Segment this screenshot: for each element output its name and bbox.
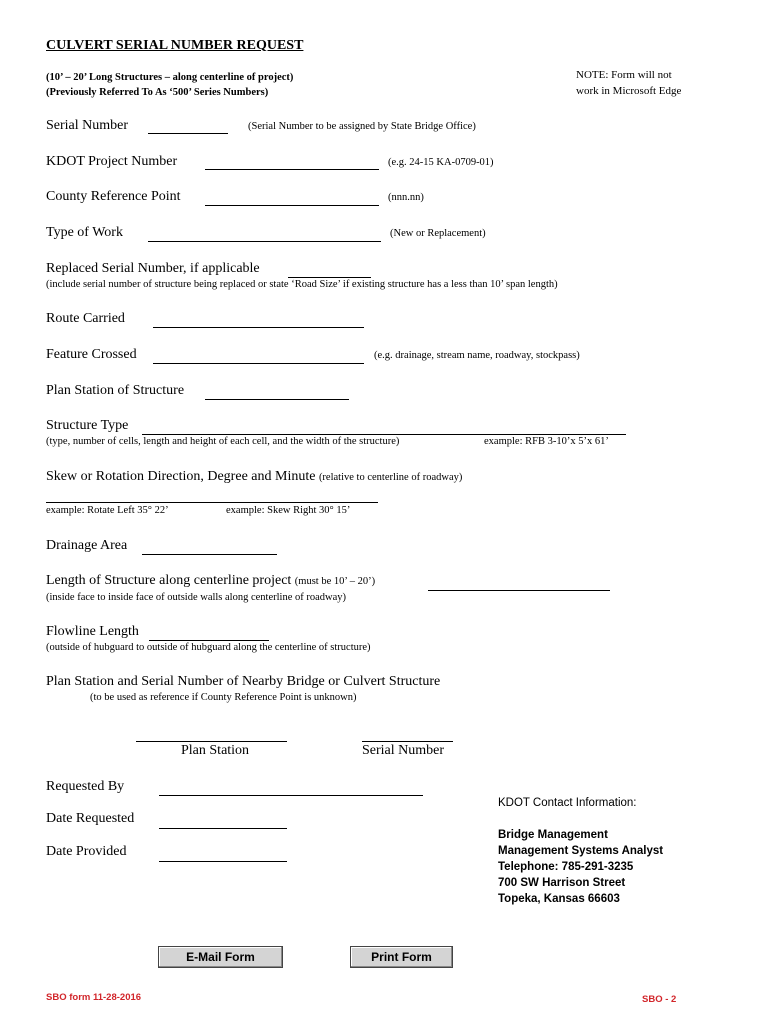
kdot-project-number-field[interactable] [205, 153, 379, 170]
structure-type-field[interactable] [142, 418, 626, 435]
plan-station-label: Plan Station of Structure [46, 383, 185, 398]
nearby-serial-number-caption: Serial Number [362, 743, 445, 758]
nearby-structure-label: Plan Station and Serial Number of Nearby Bridge or Culvert Structure [46, 674, 441, 689]
skew-example-right: example: Skew Right 30° 15’ [226, 505, 351, 516]
replaced-serial-number-label: Replaced Serial Number, if applicable [46, 261, 260, 276]
contact-city: Topeka, Kansas 66603 [498, 893, 620, 905]
length-of-structure-label-note: (must be 10’ – 20’) [294, 576, 376, 587]
skew-field[interactable] [46, 486, 378, 503]
type-of-work-label: Type of Work [46, 225, 123, 240]
subtitle-length: (10’ – 20’ Long Structures – along centerline of project) [46, 72, 294, 83]
length-of-structure-field[interactable] [428, 574, 610, 591]
replaced-serial-number-hint: (include serial number of structure being replaced or state ‘Road Size’ if existing structure has a less than 10’ span length) [46, 279, 558, 290]
date-provided-label: Date Provided [46, 844, 127, 859]
route-carried-label: Route Carried [46, 311, 125, 326]
drainage-area-label: Drainage Area [46, 538, 128, 553]
nearby-plan-station-field[interactable] [136, 727, 287, 742]
subtitle-previously: (Previously Referred To As ‘500’ Series Numbers) [46, 87, 269, 98]
nearby-serial-number-field[interactable] [362, 727, 453, 742]
date-provided-field[interactable] [159, 845, 287, 862]
kdot-project-number-label: KDOT Project Number [46, 154, 178, 169]
contact-street: 700 SW Harrison Street [498, 877, 626, 889]
serial-number-label: Serial Number [46, 118, 129, 133]
county-reference-point-label: County Reference Point [46, 189, 181, 204]
contact-line-1: Bridge Management [498, 829, 608, 841]
serial-number-field[interactable] [148, 117, 228, 134]
length-of-structure-label [46, 573, 375, 589]
county-reference-point-hint: (nnn.nn) [388, 192, 424, 203]
nearby-plan-station-caption: Plan Station [181, 743, 250, 758]
serial-number-hint: (Serial Number to be assigned by State Bridge Office) [248, 121, 476, 132]
contact-line-2: Management Systems Analyst [498, 845, 664, 857]
nearby-structure-hint: (to be used as reference if County Reference Point is unknown) [90, 692, 357, 703]
edge-note-line-1: NOTE: Form will not [576, 69, 672, 81]
skew-example-left: example: Rotate Left 35° 22’ [46, 505, 169, 516]
plan-station-field[interactable] [205, 383, 349, 400]
edge-note-line-2: work in Microsoft Edge [576, 85, 682, 97]
structure-type-example: example: RFB 3-10’x 5’x 61’ [484, 436, 609, 447]
contact-heading: KDOT Contact Information: [498, 797, 637, 809]
county-reference-point-field[interactable] [205, 189, 379, 206]
type-of-work-field[interactable] [148, 225, 381, 242]
flowline-length-label: Flowline Length [46, 624, 139, 639]
feature-crossed-label: Feature Crossed [46, 347, 137, 362]
skew-label-text: Skew or Rotation Direction, Degree and Minute [46, 469, 316, 484]
replaced-serial-number-field[interactable] [288, 261, 371, 278]
drainage-area-field[interactable] [142, 538, 277, 555]
flowline-length-hint: (outside of hubguard to outside of hubguard along the centerline of structure) [46, 642, 371, 653]
skew-label [46, 469, 462, 485]
type-of-work-hint: (New or Replacement) [390, 228, 486, 239]
structure-type-label: Structure Type [46, 418, 129, 433]
feature-crossed-hint: (e.g. drainage, stream name, roadway, stockpass) [374, 350, 580, 361]
kdot-project-number-hint: (e.g. 24-15 KA-0709-01) [388, 157, 494, 168]
date-requested-field[interactable] [159, 812, 287, 829]
footer-page-id: SBO - 2 [642, 994, 677, 1005]
flowline-length-field[interactable] [149, 624, 269, 641]
footer-form-version: SBO form 11-28-2016 [46, 992, 142, 1003]
skew-label-note: (relative to centerline of roadway) [318, 472, 463, 483]
route-carried-field[interactable] [153, 311, 364, 328]
length-of-structure-hint: (inside face to inside face of outside walls along centerline of roadway) [46, 592, 347, 603]
length-of-structure-label-text: Length of Structure along centerline project [46, 573, 292, 588]
print-form-button[interactable]: Print Form [350, 946, 453, 968]
contact-phone: Telephone: 785-291-3235 [498, 861, 634, 873]
form-title: CULVERT SERIAL NUMBER REQUEST [46, 38, 304, 53]
feature-crossed-field[interactable] [153, 347, 364, 364]
structure-type-hint: (type, number of cells, length and height of each cell, and the width of the structure) [46, 436, 400, 447]
requested-by-label: Requested By [46, 779, 125, 794]
date-requested-label: Date Requested [46, 811, 135, 826]
email-form-button[interactable]: E-Mail Form [158, 946, 283, 968]
requested-by-field[interactable] [159, 779, 423, 796]
